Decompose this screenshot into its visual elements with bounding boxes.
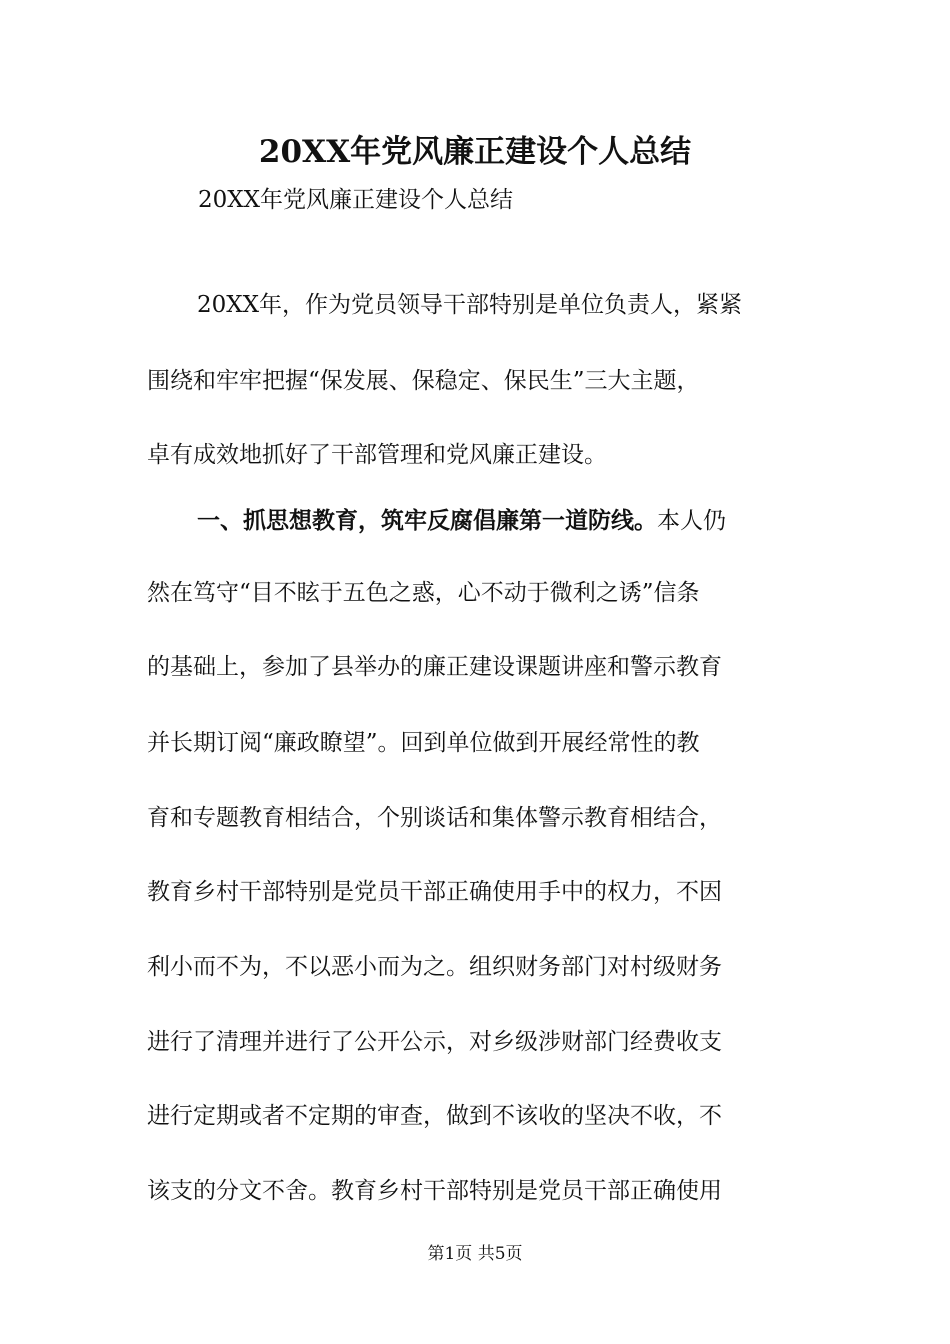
paragraph-line: 并长期订阅“廉政瞭望”。回到单位做到开展经常性的教: [147, 730, 700, 756]
section-heading: 一、抓思想教育，筑牢反腐倡廉第一道防线。: [197, 507, 657, 534]
paragraph-line: 育和专题教育相结合，个别谈话和集体警示教育相结合，: [147, 805, 722, 831]
paragraph-line: 教育乡村干部特别是党员干部正确使用手中的权力，不因: [147, 879, 722, 905]
document-title: 20XX年党风廉正建设个人总结: [258, 134, 692, 170]
section-heading-line: [197, 503, 807, 539]
paragraph-line: 的基础上，参加了县举办的廉正建设课题讲座和警示教育: [147, 654, 722, 680]
section-heading-continuation: 本人仍: [657, 508, 726, 534]
paragraph-line: 该支的分文不舍。教育乡村干部特别是党员干部正确使用: [147, 1178, 722, 1204]
paragraph-line: 利小而不为，不以恶小而为之。组织财务部门对村级财务: [147, 954, 722, 980]
paragraph-line: 然在笃守“目不眩于五色之惑，心不动于微利之诱”信条: [147, 580, 700, 606]
document-subtitle: 20XX年党风廉正建设个人总结: [198, 187, 514, 213]
paragraph-line: 进行定期或者不定期的审查，做到不该收的坚决不收，不: [147, 1103, 722, 1129]
paragraph-line: 围绕和牢牢把握“保发展、保稳定、保民生”三大主题，: [147, 368, 700, 394]
paragraph-line: 卓有成效地抓好了干部管理和党风廉正建设。: [147, 442, 607, 468]
paragraph-line: 进行了清理并进行了公开公示，对乡级涉财部门经费收支: [147, 1029, 722, 1055]
paragraph-line: 20XX年，作为党员领导干部特别是单位负责人，紧紧: [197, 292, 743, 318]
page-number: 第1页 共5页: [427, 1244, 523, 1264]
